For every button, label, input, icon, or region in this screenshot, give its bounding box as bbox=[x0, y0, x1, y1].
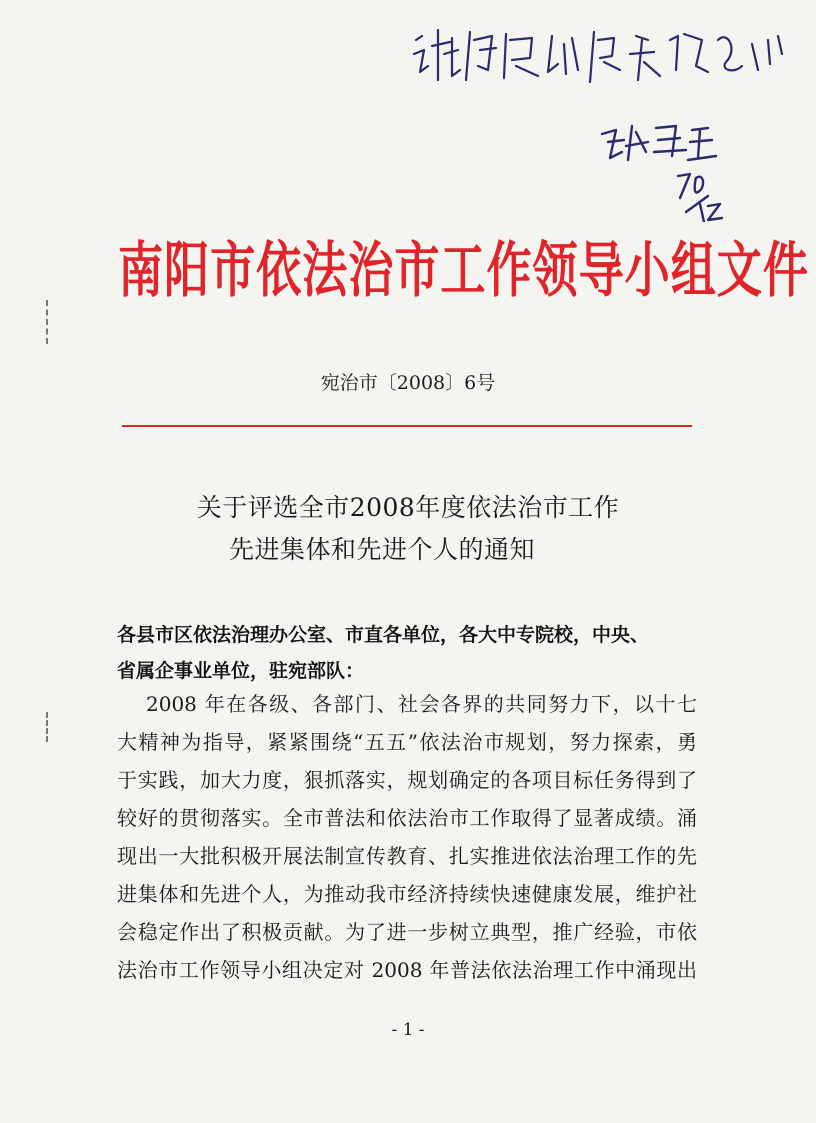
notice-title-line-1: 关于评选全市2008年度依法治市工作 bbox=[196, 493, 620, 522]
binding-mark-top bbox=[46, 300, 54, 344]
handwritten-signature bbox=[596, 112, 726, 222]
page-number: - 1 - bbox=[391, 1020, 425, 1040]
body-line: 大精神为指导，紧紧围绕“五五”依法治市规划，努力探索，勇 bbox=[117, 730, 697, 754]
body-line: 现出一大批积极开展法制宣传教育、扎实推进依法治理工作的先 bbox=[117, 844, 697, 868]
document-number: 宛治市〔2008〕6号 bbox=[320, 372, 496, 394]
body-line: 较好的贯彻落实。全市普法和依法治市工作取得了显著成绩。涌 bbox=[117, 806, 697, 830]
handwritten-instruction bbox=[408, 10, 788, 90]
notice-title-line-2: 先进集体和先进个人的通知 bbox=[228, 535, 535, 564]
red-divider-line bbox=[122, 425, 692, 427]
addressee-line-2: 省属企事业单位，驻宛部队： bbox=[117, 660, 365, 682]
body-line: 进集体和先进个人，为推动我市经济持续快速健康发展，维护社 bbox=[117, 882, 697, 906]
document-banner-title: 南阳市依法治市工作领导小组文件 bbox=[118, 235, 809, 306]
addressee-line-1: 各县市区依法治理办公室、市直各单位，各大中专院校，中央、 bbox=[117, 624, 650, 646]
body-line: 法治市工作领导小组决定对 2008 年普法依法治理工作中涌现出 bbox=[117, 958, 697, 982]
body-line: 2008 年在各级、各部门、社会各界的共同努力下，以十七 bbox=[146, 692, 697, 716]
binding-mark-bottom bbox=[46, 712, 54, 742]
body-line: 于实践，加大力度，狠抓落实，规划确定的各项目标任务得到了 bbox=[117, 768, 697, 792]
body-line: 会稳定作出了积极贡献。为了进一步树立典型，推广经验，市依 bbox=[117, 920, 697, 944]
